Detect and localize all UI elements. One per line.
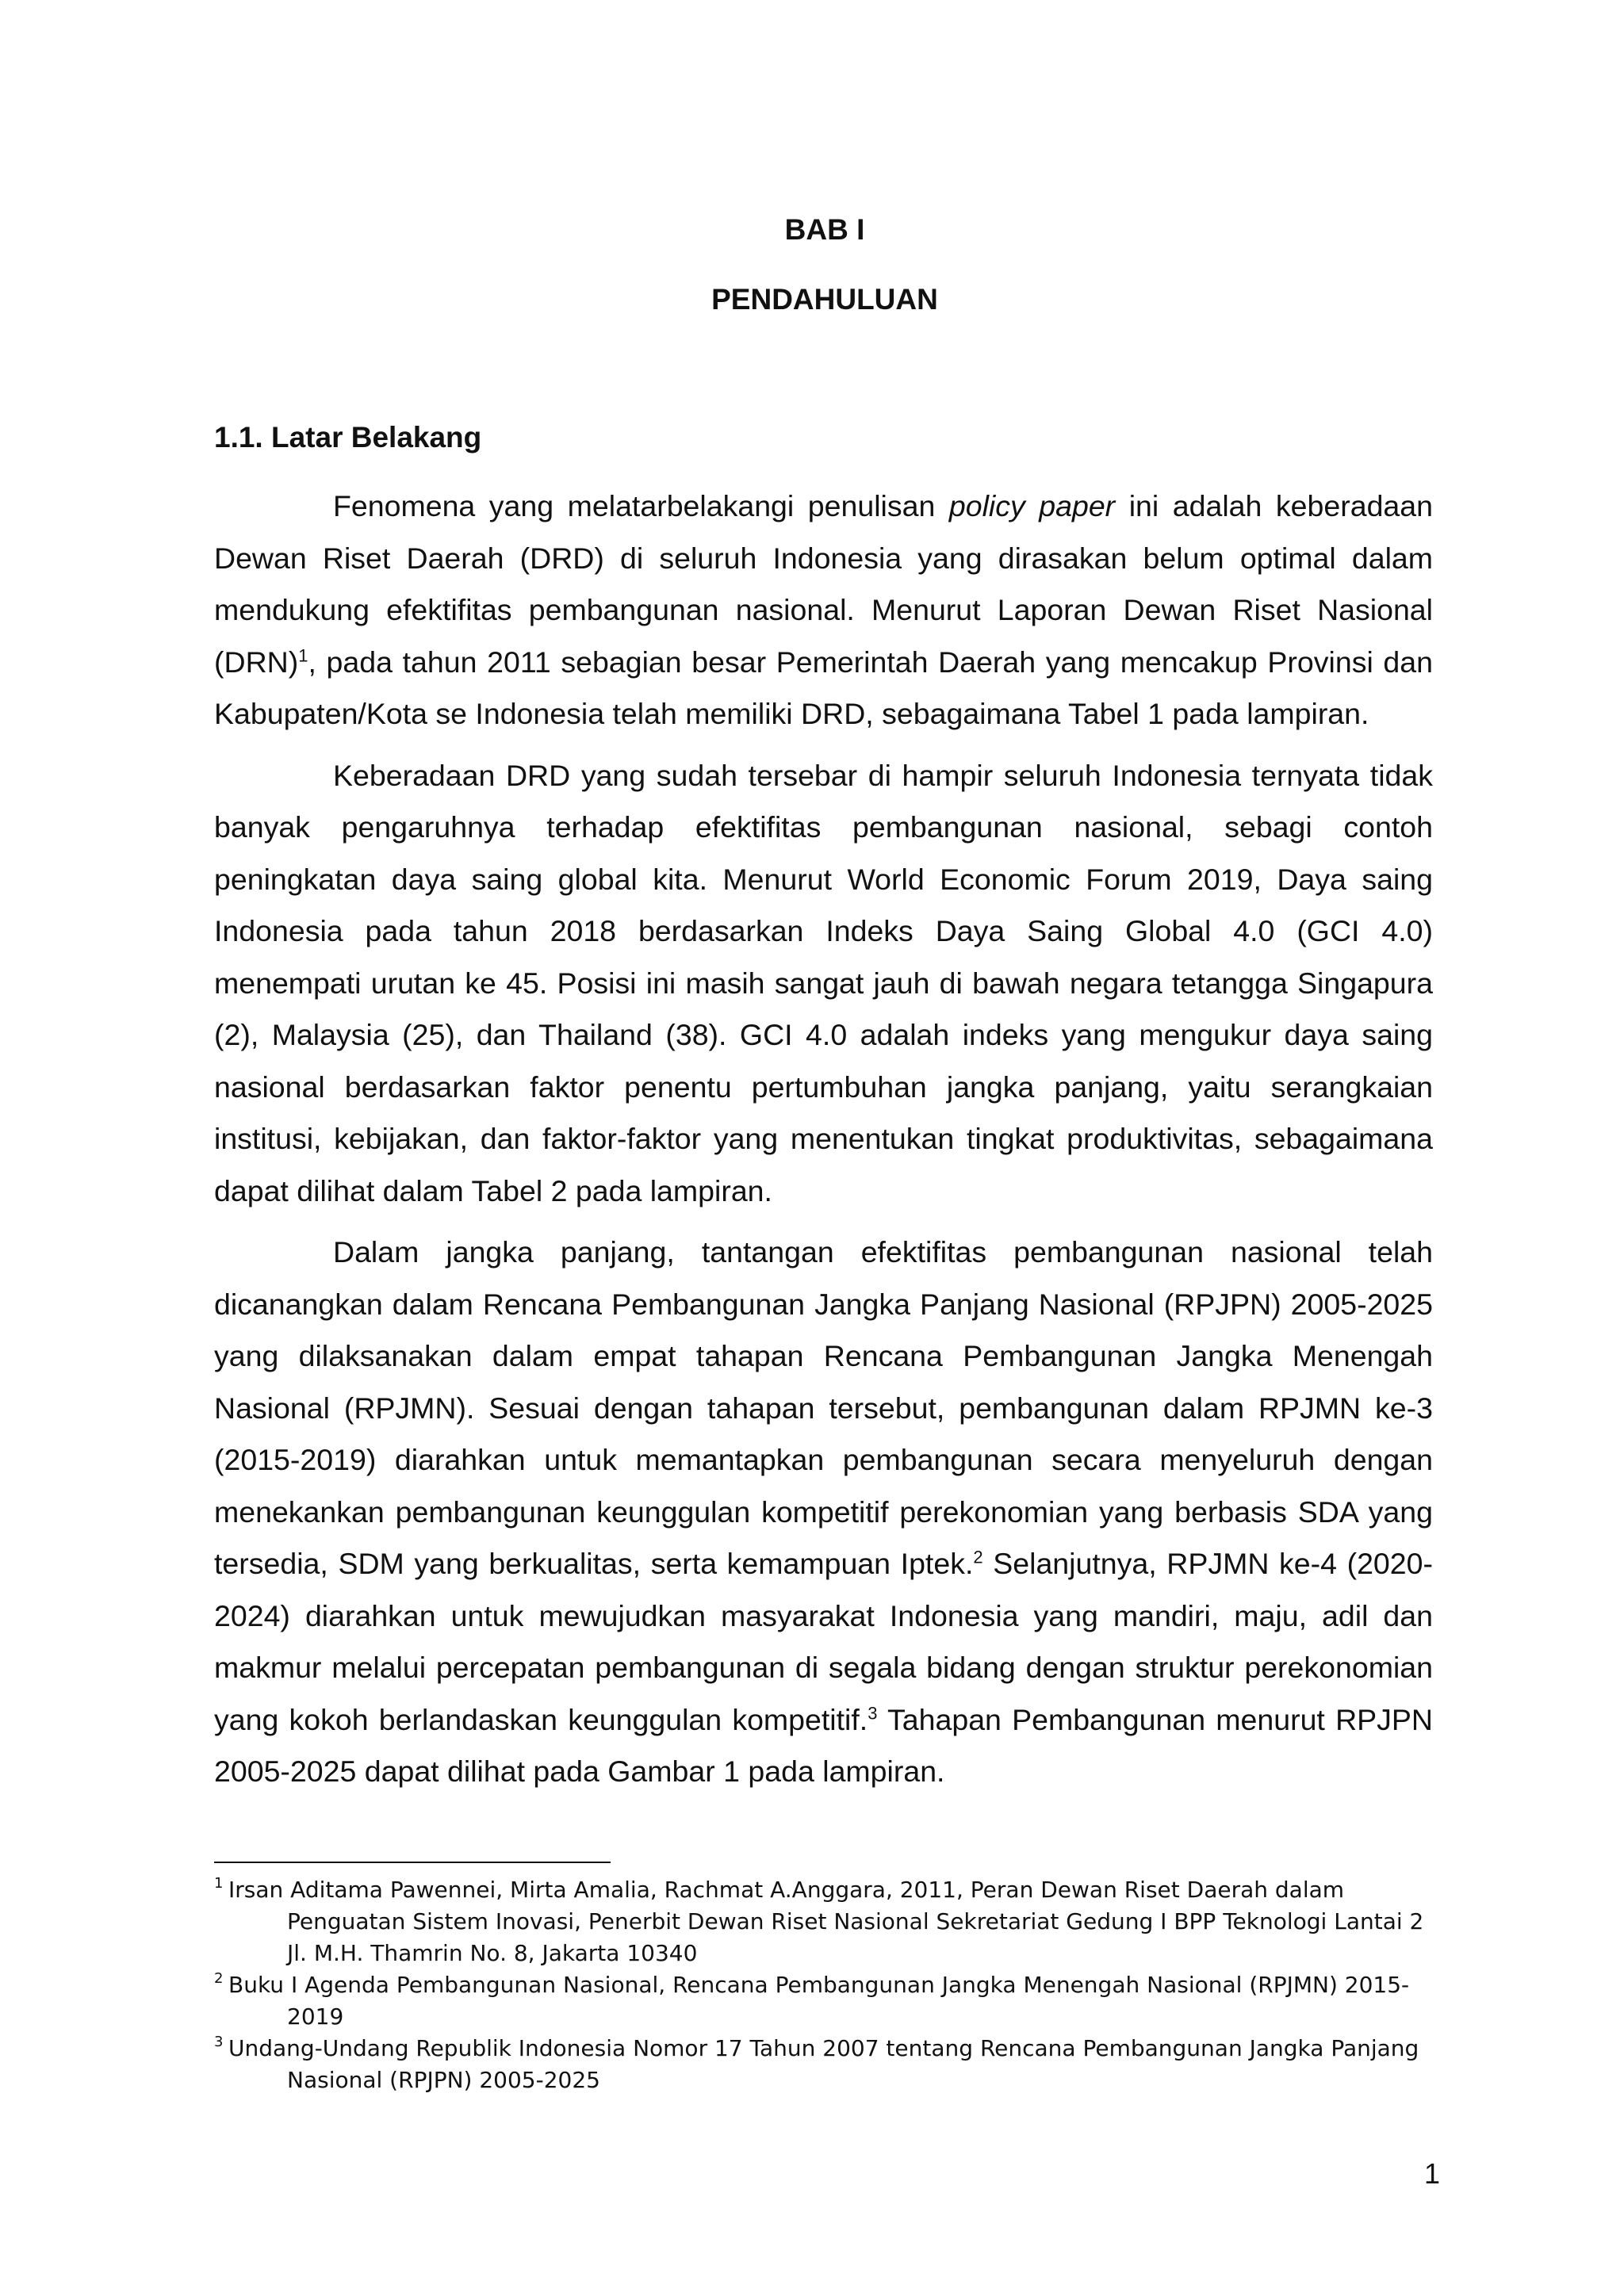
paragraph-1-text-c: , pada tahun 2011 sebagian besar Pemerintah Daerah yang mencakup Provinsi dan Kabupaten/Kota se Indonesia telah memiliki DRD, sebagaimana Tabel 1 pada lampiran. <box>214 645 1433 730</box>
paragraph-1-text-b: ini adalah keberadaan Dewan Riset Daerah (DRD) di seluruh Indonesia yang dirasakan belum optimal dalam mendukung efektifitas pembangunan nasional. Menurut Laporan Dewan Riset Nasional (DRN) <box>214 489 1433 679</box>
paragraph-3 <box>214 1226 1433 1798</box>
footnote-separator <box>214 1862 611 1863</box>
chapter-label: BAB I <box>784 213 865 246</box>
footnote-ref-2: 2 <box>973 1547 983 1567</box>
paragraph-3-text-c: Tahapan Pembangunan menurut RPJPN 2005-2025 dapat dilihat pada Gambar 1 pada lampiran. <box>214 1702 1434 1788</box>
paragraph-2: Keberadaan DRD yang sudah tersebar di hampir seluruh Indonesia ternyata tidak banyak pengaruhnya terhadap efektifitas pembangunan nasional, sebagi contoh peningkatan daya saing global kita. Menurut World Economic Forum 2019, Daya saing Indonesia pada tahun 2018 berdasarkan Indeks Daya Saing Global 4.0 (GCI 4.0) menempati urutan ke 45. Posisi ini masih sangat jauh di bawah negara tetangga Singapura (2), Malaysia (25), dan Thailand (38). GCI 4.0 adalah indeks yang mengukur daya saing nasional berdasarkan faktor penentu pertumbuhan jangka panjang, yaitu serangkaian institusi, kebijakan, dan faktor-faktor yang menentukan tingkat produktivitas, sebagaimana dapat dilihat dalam Tabel 2 pada lampiran. <box>214 758 1433 1207</box>
section-heading: 1.1. Latar Belakang <box>214 421 482 453</box>
footnote-3: 3 Undang-Undang Republik Indonesia Nomor 17 Tahun 2007 tentang Rencana Pembangunan Jangka Panjang Nasional (RPJPN) 2005-2025 <box>214 2034 1419 2093</box>
footnote-ref-3: 3 <box>868 1703 878 1723</box>
footnote-2: 2 Buku I Agenda Pembangunan Nasional, Rencana Pembangunan Jangka Menengah Nasional (RPJMN) 2015-2019 <box>214 1970 1410 2030</box>
chapter-title: PENDAHULUAN <box>711 283 938 316</box>
body-text <box>214 480 1433 1808</box>
page-number: 1 <box>1423 2157 1440 2190</box>
footnote-1-text: Irsan Aditama Pawennei, Mirta Amalia, Rachmat A.Anggara, 2011, Peran Dewan Riset Daerah dalam Penguatan Sistem Inovasi, Penerbit Dewan Riset Nasional Sekretariat Gedung I BPP Teknologi Lantai 2 Jl. M.H. Thamrin No. 8, Jakarta 10340 <box>228 1877 1424 1966</box>
footnote-3-text: Undang-Undang Republik Indonesia Nomor 17 Tahun 2007 tentang Rencana Pembangunan Jangka Panjang Nasional (RPJPN) 2005-2025 <box>228 2035 1419 2093</box>
paragraph-1-italic-term: policy paper <box>948 489 1116 522</box>
footnote-1: 1 Irsan Aditama Pawennei, Mirta Amalia, Rachmat A.Anggara, 2011, Peran Dewan Riset Daerah dalam Penguatan Sistem Inovasi, Penerbit Dewan Riset Nasional Sekretariat Gedung I BPP Teknologi Lantai 2 Jl. M.H. Thamrin No. 8, Jakarta 10340 <box>214 1875 1424 1966</box>
footnote-2-text: Buku I Agenda Pembangunan Nasional, Rencana Pembangunan Jangka Menengah Nasional (RPJMN) 2015-2019 <box>228 1972 1410 2030</box>
paragraph-3-text-a: Dalam jangka panjang, tantangan efektifitas pembangunan nasional telah dicanangkan dalam Rencana Pembangunan Jangka Panjang Nasional (RPJPN) 2005-2025 yang dilaksanakan dalam empat tahapan Rencana Pembangunan Jangka Menengah Nasional (RPJMN). Sesuai dengan tahapan tersebut, pembangunan dalam RPJMN ke-3 (2015-2019) diarahkan untuk memantapkan pembangunan secara menyeluruh dengan menekankan pembangunan keunggulan kompetitif perekonomian yang berbasis SDA yang tersedia, SDM yang berkualitas, serta kemampuan Iptek. <box>214 1235 1433 1580</box>
paragraph-1 <box>214 480 1433 740</box>
paragraph-3-text-b: Selanjutnya, RPJMN ke-4 (2020-2024) diarahkan untuk mewujudkan masyarakat Indonesia yang mandiri, maju, adil dan makmur melalui percepatan pembangunan di segala bidang dengan struktur perekonomian yang kokoh berlandaskan keunggulan kompetitif. <box>214 1547 1433 1736</box>
footnote-ref-1: 1 <box>298 645 308 665</box>
paragraph-1-text-a: Fenomena yang melatarbelakangi penulisan <box>333 489 949 522</box>
footnotes <box>214 1874 1435 2096</box>
